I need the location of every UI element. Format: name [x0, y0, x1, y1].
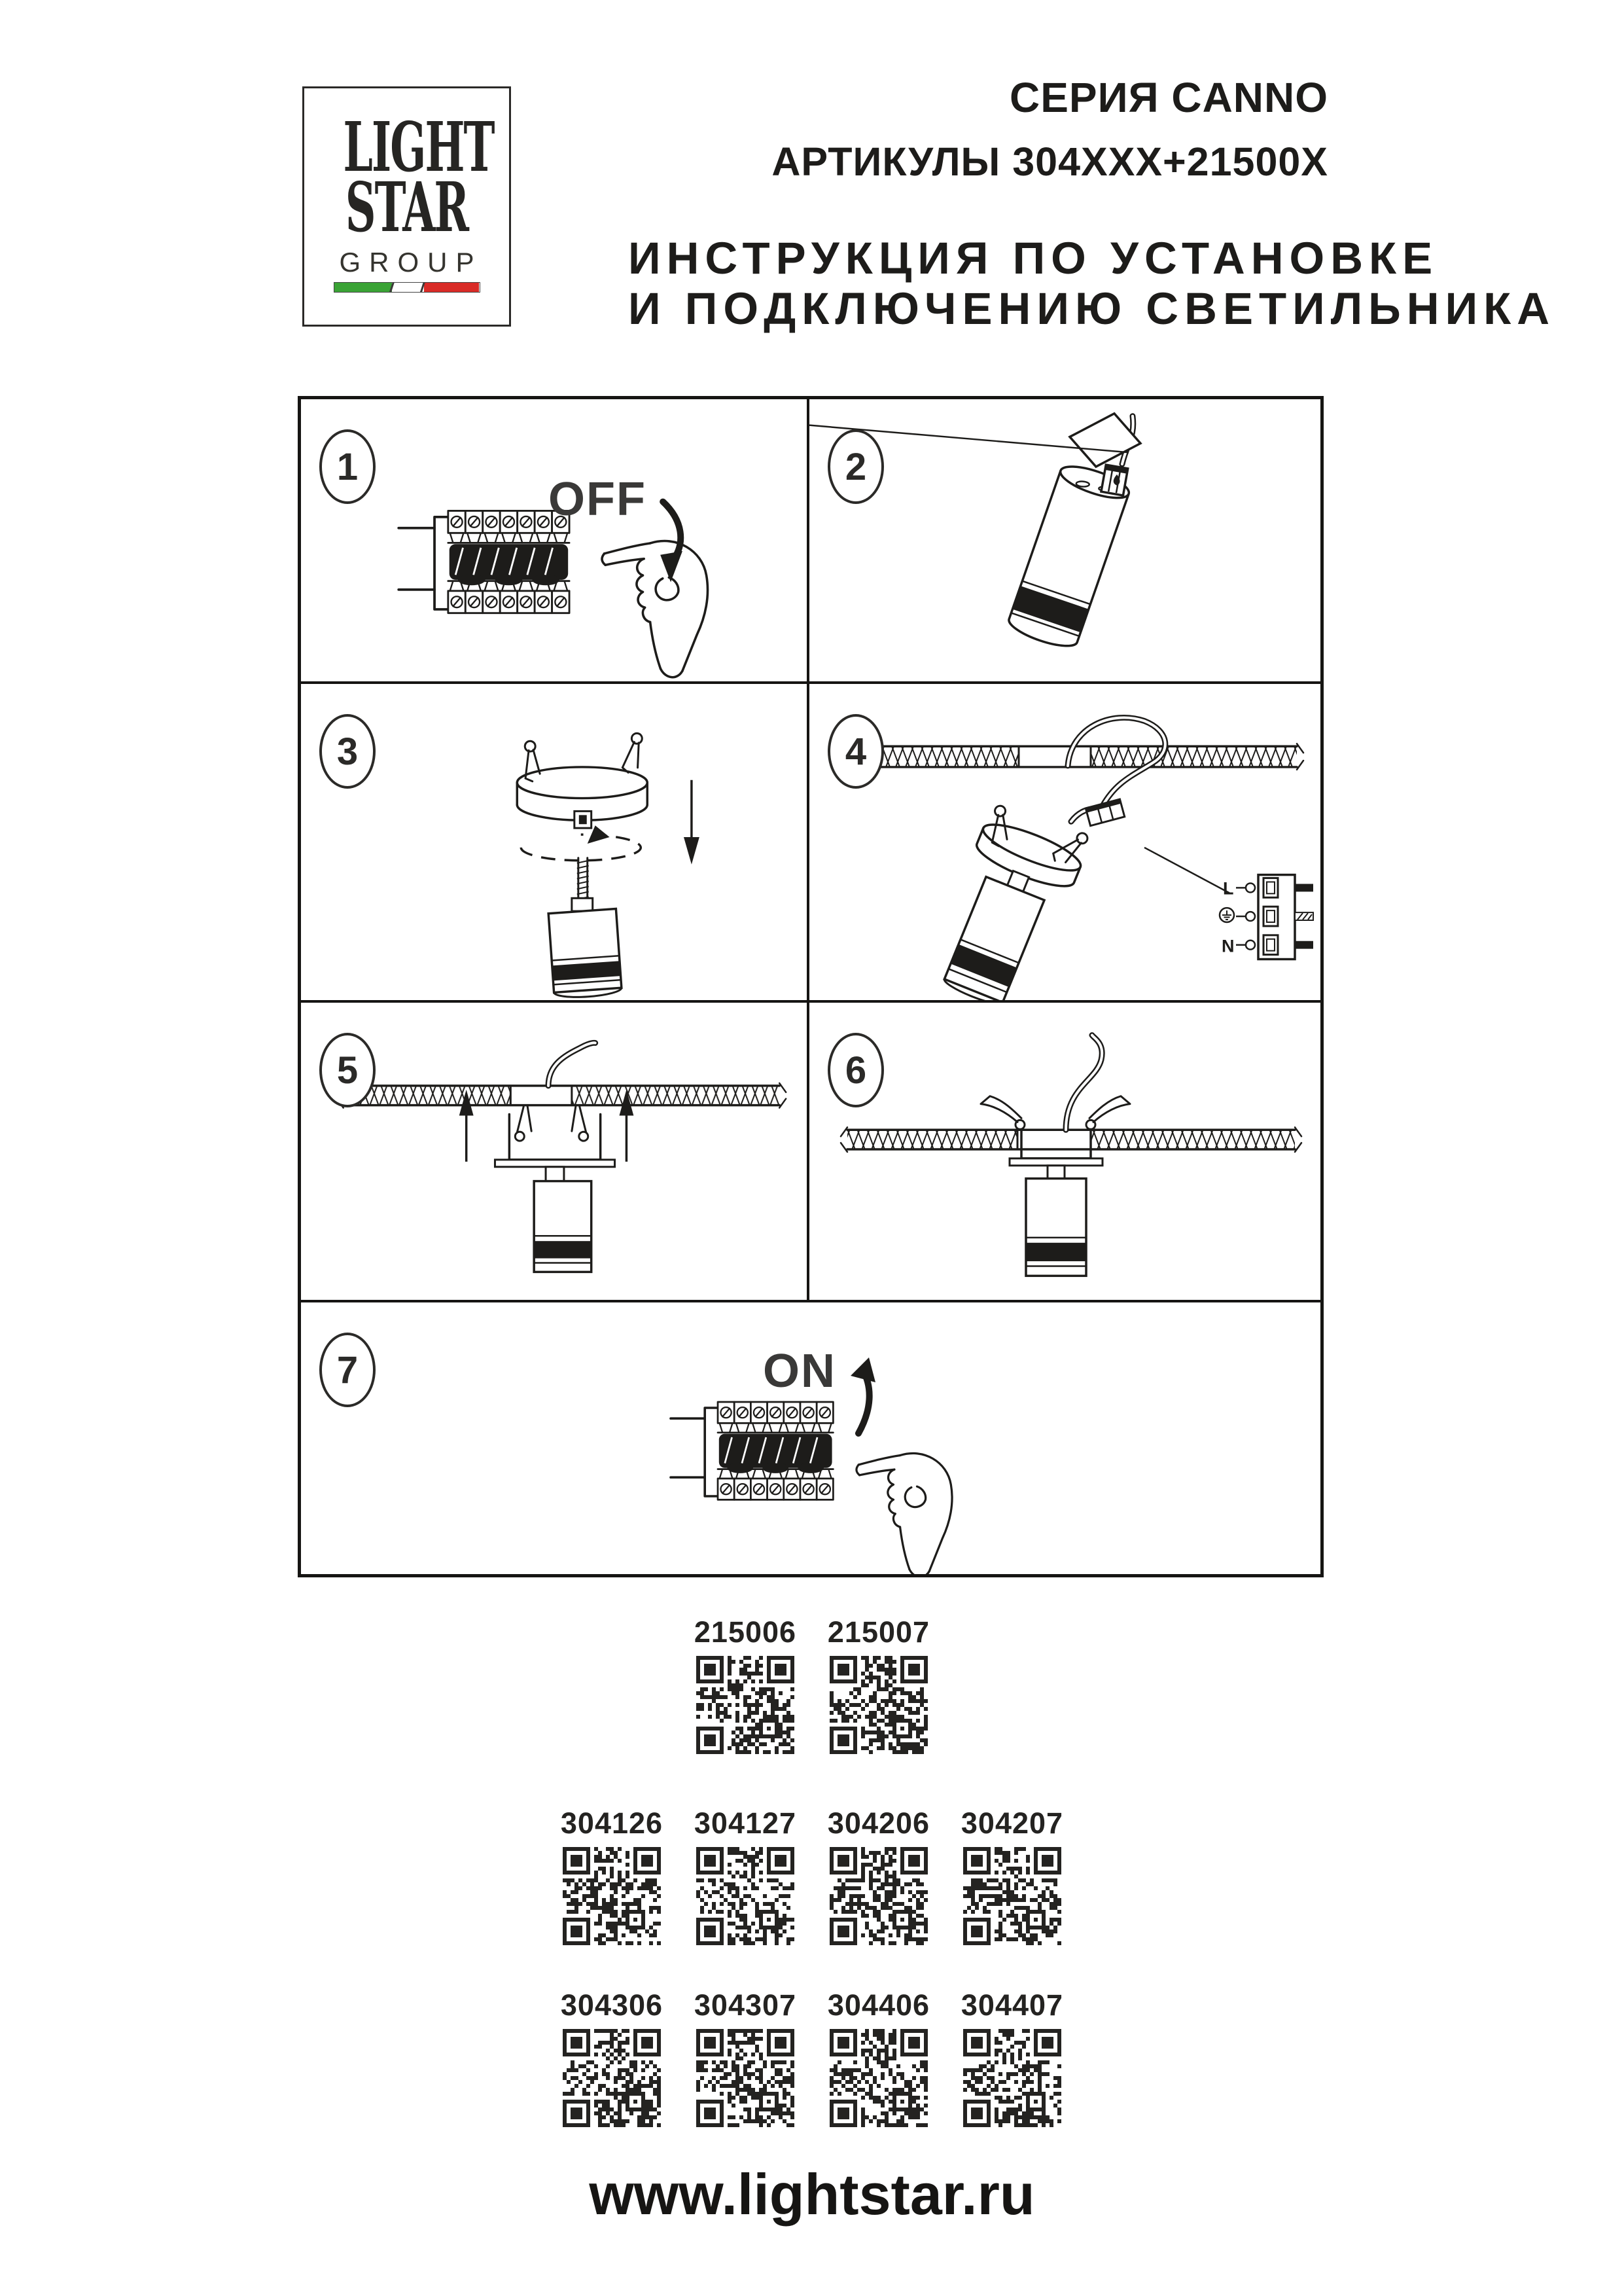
- instruction-grid: [298, 396, 1324, 1577]
- step-number-badge: [319, 429, 376, 504]
- qr-code: [830, 1847, 928, 1945]
- line-terminal-label: L: [1223, 878, 1234, 899]
- step-panel-4: [809, 684, 1320, 1003]
- step-panel-1: [301, 399, 809, 684]
- qr-row: [0, 1806, 1624, 1945]
- step-number-badge: [319, 1333, 376, 1407]
- qr-code: [963, 2029, 1061, 2127]
- step-panel-6: [809, 1003, 1320, 1302]
- qr-row: [0, 1988, 1624, 2127]
- instruction-title: [628, 233, 1555, 334]
- mounted-lamp-illustration: [809, 1003, 1320, 1300]
- flag-white-segment: [392, 283, 424, 292]
- italian-flag-icon: [334, 282, 480, 293]
- qr-item: [545, 1988, 679, 2127]
- step-number: 1: [336, 445, 359, 488]
- qr-code: [696, 1656, 794, 1754]
- qr-article-label: 304306: [560, 1988, 663, 2022]
- qr-article-label: 304207: [961, 1806, 1064, 1840]
- qr-article-label: 304206: [827, 1806, 930, 1840]
- step-number: 5: [336, 1049, 359, 1092]
- step-number-badge: [828, 429, 884, 504]
- qr-code: [696, 2029, 794, 2127]
- qr-code: [963, 1847, 1061, 1945]
- qr-article-label: 215006: [694, 1615, 797, 1649]
- step-number: 3: [336, 730, 359, 773]
- step-panel-5: [301, 1003, 809, 1302]
- ceiling-wiring-illustration: [809, 684, 1320, 1000]
- flag-red-segment: [424, 283, 479, 292]
- breaker-off-label: OFF: [548, 473, 646, 526]
- step-number: 7: [336, 1348, 359, 1391]
- step-number-badge: [319, 714, 376, 789]
- qr-article-label: 304127: [694, 1806, 797, 1840]
- step-number: 2: [845, 445, 867, 488]
- step-number-badge: [828, 714, 884, 789]
- attach-ring-illustration: [301, 684, 807, 1000]
- earth-icon: [1220, 908, 1234, 922]
- qr-item: [679, 1806, 812, 1945]
- qr-item: [812, 1806, 945, 1945]
- qr-item: [679, 1988, 812, 2127]
- breaker-off-illustration: [301, 399, 807, 681]
- instruction-title-line1: ИНСТРУКЦИЯ ПО УСТАНОВКЕ: [628, 233, 1439, 283]
- qr-item: [812, 1988, 945, 2127]
- logo-word-star: STAR: [345, 167, 468, 247]
- step-panel-7: [301, 1302, 1320, 1574]
- qr-row: [0, 1615, 1624, 1754]
- step-panel-3: [301, 684, 809, 1003]
- insert-lamp-illustration: [301, 1003, 807, 1300]
- breaker-on-illustration: [301, 1302, 1320, 1574]
- logo-word-light: LIGHT: [343, 107, 494, 187]
- logo-word-group: GROUP: [339, 247, 483, 278]
- qr-code: [830, 2029, 928, 2127]
- qr-item: [945, 1806, 1079, 1945]
- qr-article-label: 304126: [560, 1806, 663, 1840]
- qr-article-label: 304307: [694, 1988, 797, 2022]
- flag-green-segment: [334, 283, 393, 292]
- neutral-terminal-label: N: [1222, 936, 1235, 956]
- step-number: 6: [845, 1049, 867, 1092]
- step-number-badge: [828, 1033, 884, 1107]
- website-url: www.lightstar.ru: [589, 2162, 1035, 2227]
- qr-item: [812, 1615, 945, 1754]
- header-titles: [771, 73, 1328, 185]
- step-number-badge: [319, 1033, 376, 1107]
- qr-article-label: 304407: [961, 1988, 1064, 2022]
- qr-code: [563, 1847, 661, 1945]
- qr-article-label: 215007: [827, 1615, 930, 1649]
- qr-item: [945, 1988, 1079, 2127]
- step-number: 4: [845, 730, 867, 773]
- articles-line: АРТИКУЛЫ 304XXX+21500X: [771, 139, 1328, 184]
- instruction-title-line2: И ПОДКЛЮЧЕНИЮ СВЕТИЛЬНИКА: [628, 283, 1556, 334]
- qr-code: [696, 1847, 794, 1945]
- lightstar-logo: [302, 86, 511, 327]
- qr-item: [679, 1615, 812, 1754]
- breaker-on-label: ON: [763, 1345, 836, 1397]
- qr-article-label: 304406: [827, 1988, 930, 2022]
- wire-lamp-illustration: [809, 399, 1320, 681]
- series-title: СЕРИЯ CANNO: [1009, 74, 1328, 121]
- step-panel-2: [809, 399, 1320, 684]
- qr-code: [830, 1656, 928, 1754]
- qr-code: [563, 2029, 661, 2127]
- qr-item: [545, 1806, 679, 1945]
